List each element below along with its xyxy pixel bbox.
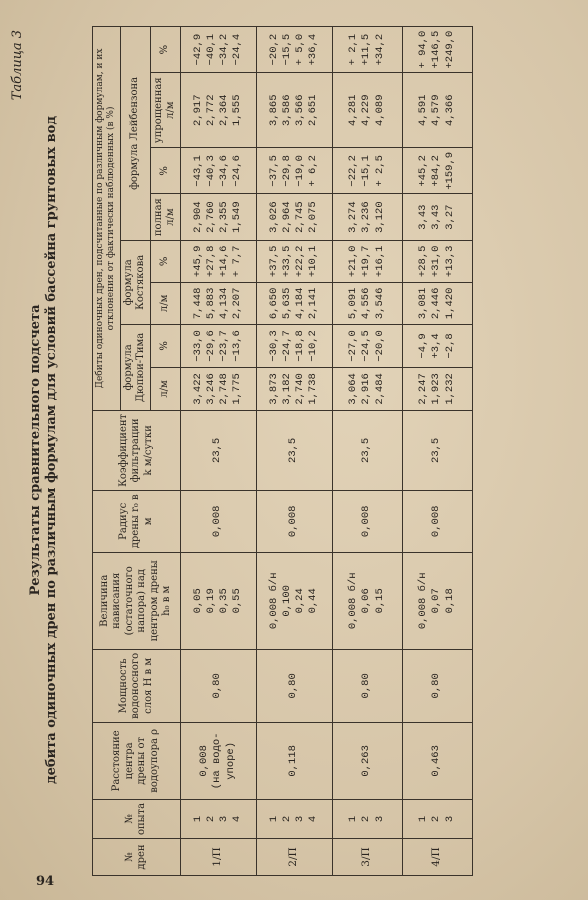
option-nos: 1 2 3 4 (256, 799, 332, 838)
leibenzon-full-pct: −22,2 −15,1 + 2,5 (332, 148, 402, 194)
kostyakov-pct: +45,9 +27,8 +14,6 + 7,7 (180, 240, 256, 282)
radius: 0,008 (332, 490, 402, 552)
option-nos: 1 2 3 (402, 799, 472, 838)
unit-pct: % (150, 324, 180, 367)
drain-no: 3/П (332, 839, 402, 876)
unit-lm: л/м (165, 208, 176, 226)
hanging: 0,008 б/н 0,06 0,15 (332, 552, 402, 649)
leibenzon-full-debit: 3,026 2,964 2,745 2,075 (256, 194, 332, 240)
dupuit-debit: 3,873 3,182 2,740 1,738 (256, 367, 332, 410)
radius: 0,008 (256, 490, 332, 552)
header-option-no: № опыта (93, 799, 181, 838)
table-row (332, 27, 402, 876)
leibenzon-simplified-debit: 4,281 4,229 4,089 (332, 73, 402, 148)
leibenzon-full-debit: 2,904 2,760 2,355 1,549 (180, 194, 256, 240)
table-row (180, 27, 256, 876)
header-drain-no: № дрен (93, 839, 181, 876)
header-distance-text: Расстояние центра дрены от водоупора (111, 730, 160, 793)
distance: 0,263 (332, 722, 402, 799)
coefficient: 23,5 (256, 410, 332, 490)
unit-lm: л/м (150, 282, 180, 324)
unit-lm: л/м (150, 367, 180, 410)
header-full-label: полная (152, 198, 164, 237)
coefficient: 23,5 (402, 410, 472, 490)
thickness: 0,80 (180, 649, 256, 722)
hanging: 0,05 0,19 0,35 0,55 (180, 552, 256, 649)
drain-no: 4/П (402, 839, 472, 876)
leibenzon-simplified-debit: 3,865 3,586 3,566 2,651 (256, 73, 332, 148)
radius: 0,008 (180, 490, 256, 552)
leibenzon-full-pct: +45,2 +84,2 +159,9 (402, 148, 472, 194)
table-row (402, 27, 472, 876)
radius: 0,008 (402, 490, 472, 552)
leibenzon-simplified-debit: 2,917 2,772 2,364 1,555 (180, 73, 256, 148)
drain-no: 2/П (256, 839, 332, 876)
header-distance (93, 722, 181, 799)
distance: 0,463 (402, 722, 472, 799)
header-formula-leibenzon: формула Лейбензона (120, 27, 150, 241)
kostyakov-pct: +28,5 +31,0 +13,3 (402, 240, 472, 282)
leibenzon-simplified-pct: + 2,1 +11,5 +34,2 (332, 27, 402, 73)
header-debits-group: Дебиты одиночных дрен, подсчитанные по различным формулам, и их отклонения от фактически наблюденных (в %) (93, 27, 121, 411)
results-table (92, 26, 473, 876)
unit-lm: л/м (165, 101, 176, 120)
leibenzon-simplified-debit: 4,591 4,579 4,366 (402, 73, 472, 148)
thickness: 0,80 (256, 649, 332, 722)
hanging: 0,008 б/н 0,100 0,24 0,44 (256, 552, 332, 649)
header-coefficient: Коэффициент фильтрации k м/сутки (93, 410, 181, 490)
header-thickness: Мощность водоносного слоя H в м (93, 649, 181, 722)
thickness: 0,80 (402, 649, 472, 722)
dupuit-pct: −27,0 −24,5 −20,0 (332, 324, 402, 367)
distance: 0,008 (на водо- упоре) (180, 722, 256, 799)
kostyakov-debit: 6,650 5,635 4,184 2,141 (256, 282, 332, 324)
caption-line-1: Результаты сравнительного подсчета (28, 304, 43, 596)
thickness: 0,80 (332, 649, 402, 722)
leibenzon-simplified-pct: + 94,0 +146,5 +249,0 (402, 27, 472, 73)
header-full (150, 194, 180, 240)
leibenzon-simplified-pct: −20,2 −15,5 + 5,0 +36,4 (256, 27, 332, 73)
coefficient: 23,5 (180, 410, 256, 490)
dupuit-debit: 2,247 1,923 1,232 (402, 367, 472, 410)
kostyakov-pct: +21,0 +19,7 +16,1 (332, 240, 402, 282)
drain-no: 1/П (180, 839, 256, 876)
option-nos: 1 2 3 4 (180, 799, 256, 838)
page-number: 94 (36, 874, 55, 889)
header-simplified (150, 73, 180, 148)
dupuit-pct: −4,9 +3,4 −2,8 (402, 324, 472, 367)
header-simplified-label: упрощенная (152, 77, 164, 144)
header-hanging: Величина нависания (остаточного напора) над центром дрены h₀ в м (93, 552, 181, 649)
leibenzon-full-debit: 3,43 3,43 3,27 (402, 194, 472, 240)
dupuit-debit: 3,064 2,916 2,484 (332, 367, 402, 410)
kostyakov-pct: +37,5 +33,5 +22,2 +10,1 (256, 240, 332, 282)
header-radius: Радиус дрены r₀ в м (93, 490, 181, 552)
hanging: 0,008 б/н 0,07 0,18 (402, 552, 472, 649)
dupuit-pct: −30,3 −24,7 −18,8 −10,2 (256, 324, 332, 367)
dupuit-pct: −33,0 −29,6 −23,7 −13,6 (180, 324, 256, 367)
table-row (256, 27, 332, 876)
coefficient: 23,5 (332, 410, 402, 490)
unit-pct: % (150, 148, 180, 194)
header-formula-dupuit: формула Дюпюи-Тима (120, 324, 150, 410)
table-label: Таблица 3 (10, 30, 25, 101)
leibenzon-full-pct: −43,1 −40,3 −34,6 −24,6 (180, 148, 256, 194)
distance: 0,118 (256, 722, 332, 799)
option-nos: 1 2 3 (332, 799, 402, 838)
leibenzon-full-pct: −37,5 −29,8 −19,0 + 6,2 (256, 148, 332, 194)
kostyakov-debit: 7,448 5,883 4,134 2,207 (180, 282, 256, 324)
leibenzon-simplified-pct: −42,9 −40,1 −34,2 −24,4 (180, 27, 256, 73)
leibenzon-full-debit: 3,274 3,236 3,120 (332, 194, 402, 240)
header-formula-kostyakov: формула Костякова (120, 240, 150, 324)
caption-line-2: дебита одиночных дрен по различным формулам для условий бассейна грунтовых вод (44, 115, 59, 785)
header-distance-symbol: ρ (148, 728, 160, 735)
kostyakov-debit: 5,091 4,556 3,546 (332, 282, 402, 324)
kostyakov-debit: 3,081 2,446 1,420 (402, 282, 472, 324)
dupuit-debit: 3,422 3,246 2,748 1,775 (180, 367, 256, 410)
unit-pct: % (150, 27, 180, 73)
unit-pct: % (150, 240, 180, 282)
